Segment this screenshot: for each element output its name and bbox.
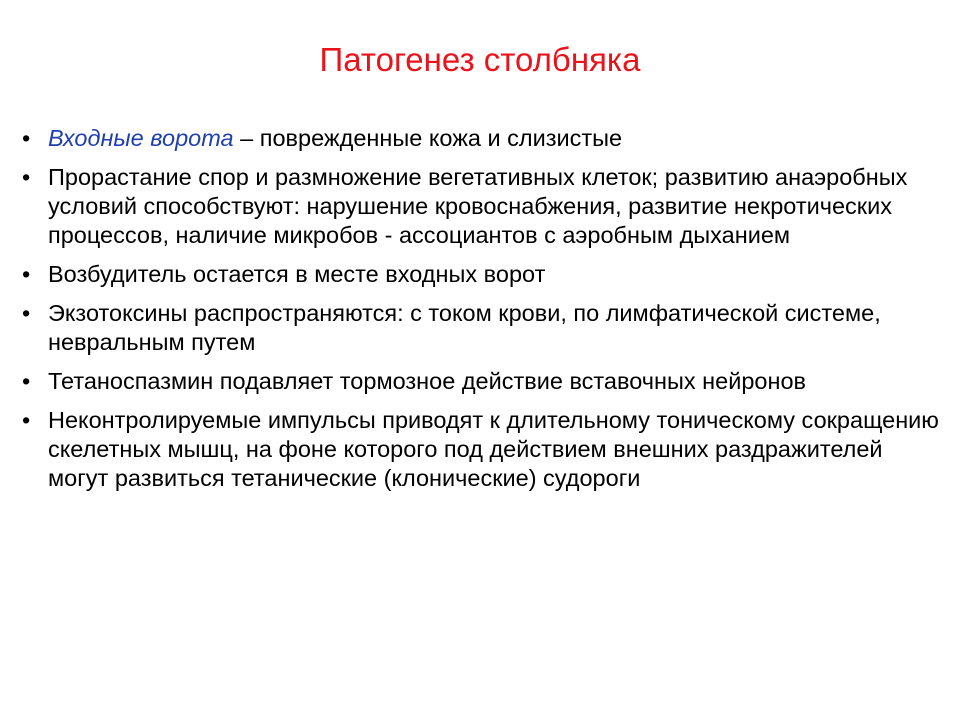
bullet-dot-icon: • bbox=[22, 125, 31, 151]
bullet-dot-icon: • bbox=[22, 300, 31, 326]
bullet-item bbox=[22, 163, 942, 250]
bullet-lead-term: Входные ворота bbox=[48, 125, 234, 151]
bullet-item bbox=[22, 299, 942, 357]
bullet-dot-icon: • bbox=[22, 261, 31, 287]
bullet-text: – поврежденные кожа и слизистые bbox=[233, 125, 623, 151]
bullet-dot-icon: • bbox=[22, 407, 31, 433]
bullet-item bbox=[22, 406, 942, 493]
bullet-item bbox=[22, 124, 942, 153]
slide-title: Патогенез столбняка bbox=[319, 41, 641, 78]
bullet-list bbox=[22, 124, 942, 503]
bullet-dot-icon: • bbox=[22, 368, 31, 394]
bullet-text: Неконтролируемые импульсы приводят к длительному тоническому сокращению скелетных мышц, на фоне которого под действием внешних раздражителей могут развиться тетанические (клонические) судороги bbox=[48, 407, 939, 491]
bullet-text: Возбудитель остается в месте входных ворот bbox=[48, 261, 546, 287]
bullet-dot-icon: • bbox=[22, 164, 31, 190]
bullet-text: Экзотоксины распространяются: с током крови, по лимфатической системе, невральным путем bbox=[48, 300, 881, 355]
bullet-item bbox=[22, 260, 942, 289]
bullet-text: Тетаноспазмин подавляет тормозное действие вставочных нейронов bbox=[48, 368, 807, 394]
bullet-item bbox=[22, 367, 942, 396]
bullet-text: Прорастание спор и размножение вегетативных клеток; развитию анаэробных условий способствуют: нарушение кровоснабжения, развитие некротических процессов, наличие микробов - ассоциантов с аэробным дыханием bbox=[48, 164, 908, 248]
